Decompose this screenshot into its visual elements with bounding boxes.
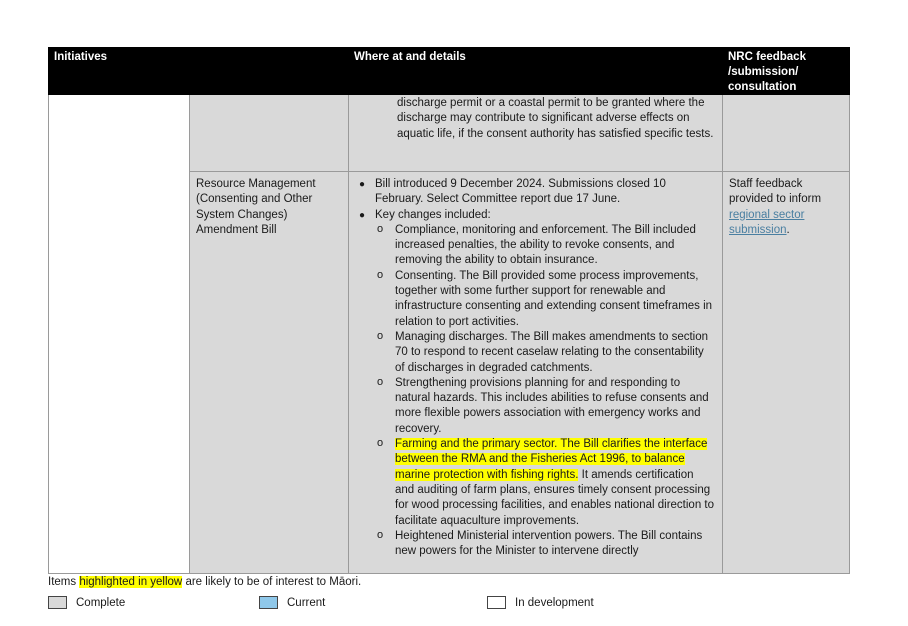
legend-complete: Complete (48, 596, 125, 609)
row1-details-cell (348, 95, 722, 172)
row1-initiative-cell (189, 95, 348, 172)
row2-details-cell (348, 172, 722, 574)
list-item: ● Key changes included: o Compliance, monitoring and enforcement. The Bill included increased penalties, the ability to revoke consents, and removing the ability to obtain insurance. o Consenting. The Bill provided some process improvements, together with some further support for renewable and infrastructure consenting and extending consent timeframes in relation to port activities. o Managing discharges. The Bill makes amendments to section 70 to respond to recent caselaw relating to the consentability of discharges in degraded catchments. o Strengthening provisions planning for and responding to natural hazards. This includes abilities to refuse consents and more flexible powers association with emergency works and recovery. o Farming and the primary sector. The Bill clarifies the interface between the RMA and the Fisheries Act 1996, to balance marine protection with fishing rights. It amends certification and auditing of farm plans, ensures timely consent processing for wood processing facilities, and enables national direction to facilitate aquaculture improvements. o Heightened Ministerial intervention powers. The Bill contains new powers for the Minister to intervene directly (355, 208, 714, 560)
initiatives-table (48, 47, 850, 574)
table-bottom-rule (48, 573, 850, 574)
sub-list-item: o Heightened Ministerial intervention powers. The Bill contains new powers for the Minister to intervene directly (377, 528, 703, 558)
sub-list-item: o Compliance, monitoring and enforcement. The Bill included increased penalties, the ability to revoke consents, and removing the ability to obtain insurance. (377, 222, 696, 267)
row2-feedback-cell: Staff feedback provided to inform regional sector submission. (722, 172, 850, 574)
list-item: ● Bill introduced 9 December 2024. Submissions closed 10 February. Select Committee report due 17 June. (359, 178, 666, 206)
header-where-at: Where at and details (348, 47, 722, 95)
regional-sector-submission-link[interactable]: regional sector submission (729, 208, 805, 236)
initiative-name: Resource Management (Consenting and Other System Changes) Amendment Bill (196, 178, 316, 236)
header-initiatives: Initiatives (48, 47, 348, 95)
footnote: Items highlighted in yellow are likely to be of interest to Māori. (48, 576, 362, 588)
in-development-swatch (487, 596, 506, 609)
complete-swatch (48, 596, 67, 609)
sub-list-item: o Consenting. The Bill provided some process improvements, together with some further support for renewable and infrastructure consenting and extending consent timeframes in relation to port activities. (377, 268, 713, 328)
footnote-highlight: highlighted in yellow (79, 576, 183, 588)
sub-list-item-farming: o Farming and the primary sector. The Bill clarifies the interface between the RMA and the Fisheries Act 1996, to balance marine protection with fishing rights. It amends certification and auditing of farm plans, ensures timely consent processing for wood processing facilities, and enables national direction to facilitate aquaculture improvements. (377, 437, 714, 527)
row1-feedback-cell (722, 95, 850, 172)
sub-list-item: o Managing discharges. The Bill makes amendments to section 70 to respond to recent caselaw relating to the consentability of discharges in degraded catchments. (377, 329, 709, 374)
header-nrc-feedback: NRC feedback /submission/ consultation (722, 47, 850, 95)
legend-in-development: In development (487, 596, 594, 609)
legend-current: Current (259, 596, 325, 609)
row2-initiative-cell (189, 172, 348, 574)
initiative-group-cell (48, 95, 189, 574)
sub-list-item: o Strengthening provisions planning for and responding to natural hazards. This includes abilities to refuse consents and more flexible powers association with emergency works and recovery. (377, 375, 709, 435)
current-swatch (259, 596, 278, 609)
row1-continued-text: discharge permit or a coastal permit to be granted where the discharge may contribute to significant adverse effects on aquatic life, if the consent authority has satisfied specific tests. (397, 97, 714, 140)
highlighted-text: Farming and the primary sector. The Bill clarifies the interface between the RMA and the Fisheries Act 1996, to balance marine protection with fishing rights. (395, 438, 708, 481)
